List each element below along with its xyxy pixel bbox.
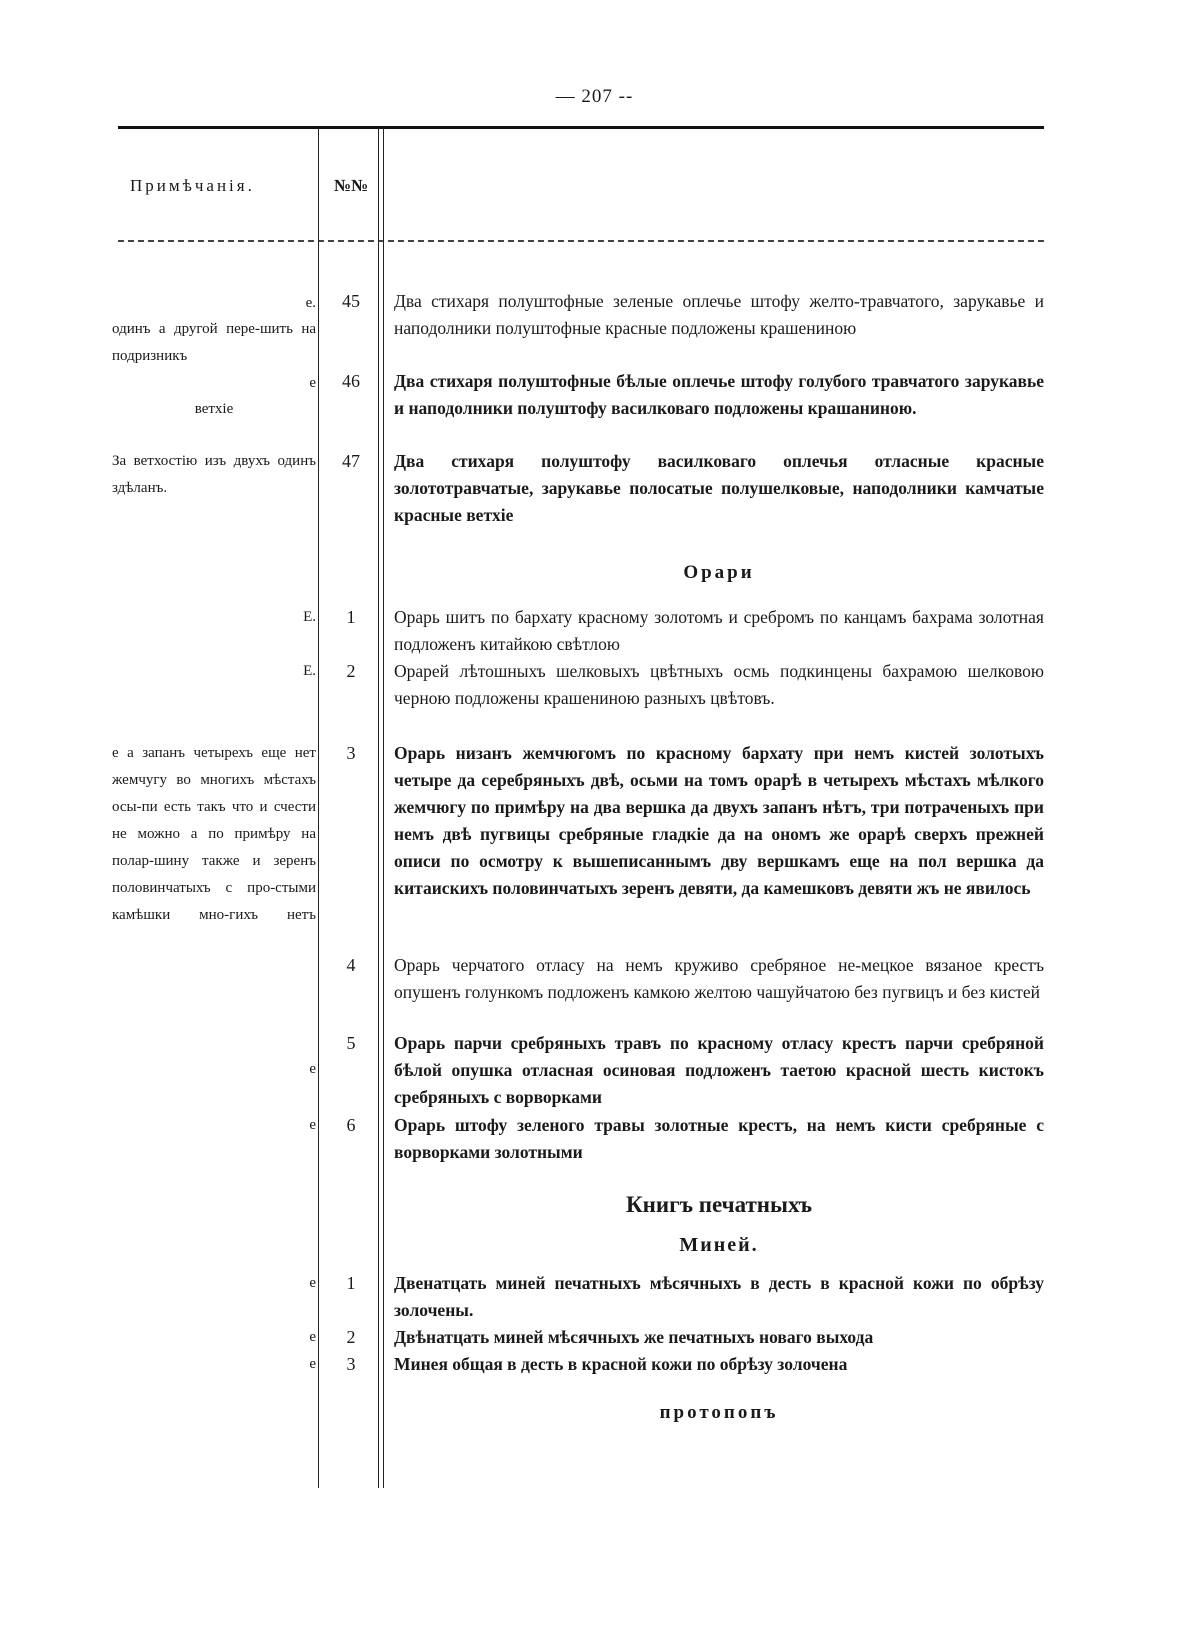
top-rule: [118, 126, 1044, 129]
page-number: — 207 --: [555, 86, 634, 107]
note-46: е: [309, 375, 316, 391]
text-orar-4: Орарь черчатого отласу на немъ круживо сребряное не-мецкое вязаное крестъ опушенъ голункомъ подложенъ камкою желтою чашуйчатою без пугвицъ и без кистей: [394, 955, 1044, 1002]
number-minei-2: 2: [346, 1327, 356, 1347]
number-orar-1: 1: [346, 607, 356, 627]
section-orari-label: Орари: [683, 562, 755, 583]
text-47: Два стихаря полуштофу василковаго оплечья отласные красные золототравчатые, зарукавье полосатые полушелковые, наподолники камчатые красные ветхіе: [394, 451, 1044, 525]
note-minei-1: е: [309, 1275, 316, 1291]
text-45: Два стихаря полуштофные зеленые оплечье штофу желто-травчатого, зарукавье и наподолники полуштофные красные подложены крашениною: [394, 291, 1044, 338]
number-orar-4: 4: [346, 955, 356, 975]
text-minei-3: Минея общая в десть в красной кожи по обрѣзу золочена: [394, 1354, 848, 1374]
column-divider-notes: [318, 128, 319, 1488]
note-45-continued: одинъ а другой пере-шить на подризникъ: [112, 321, 316, 364]
header-number-label: №№: [333, 176, 369, 195]
number-orar-5: 5: [346, 1033, 356, 1053]
note-orar-1: Е.: [303, 609, 316, 625]
number-minei-3: 3: [346, 1354, 356, 1374]
note-orar-3: е а запанъ четырехъ еще нет жемчугу во многихъ мѣстахъ осы-пи есть такъ что и счести не можно а по примѣру на полар-шину также и зеренъ половинчатыхъ с про-стыми камѣшки мно-гихъ нетъ: [112, 745, 316, 923]
note-45: е.: [305, 295, 316, 311]
section-protopop-title: [394, 1402, 1044, 1424]
text-orar-2: Орарей лѣтошныхъ шелковыхъ цвѣтныхъ осмь подкинцены бахрамою шелковою черною подложены крашениною разныхъ цвѣтовъ.: [394, 661, 1044, 708]
text-orar-3: Орарь низанъ жемчюгомъ по красному бархату при немъ кистей золотыхъ четыре да серебряныхъ двѣ, осьми на томъ орарѣ в четырехъ мѣстахъ мѣлкого жемчюгу по примѣру на два вершка да двухъ запанъ нѣтъ, три потраченыхъ при немъ двѣ пугвицы сребряные гладкіе да на ономъ же орарѣ сверхъ прежней описи по осмотру к вышеписаннымъ дву вершкамъ еще на пол вершка да китаискихъ половинчатыхъ зеренъ девяти, да камешковъ девяти жъ не явилось: [394, 743, 1044, 898]
number-46: 46: [342, 371, 360, 391]
text-orar-5: Орарь парчи сребряныхъ травъ по красному отласу крестъ парчи сребряной бѣлой опушка отласная осиновая подложенъ таетою красной шесть кистокъ сребряныхъ с ворворками: [394, 1033, 1044, 1107]
text-orar-6: Орарь штофу зеленого травы золотные крестъ, на немъ кисти сребряные с ворворками золотными: [394, 1115, 1044, 1162]
number-45: 45: [342, 291, 360, 311]
note-orar-2: Е.: [303, 663, 316, 679]
text-46: Два стихаря полуштофные бѣлые оплечье штофу голубого травчатого зарукавье и наподолники полуштофу василковаго подложены крашаниною.: [394, 371, 1044, 418]
section-books-title: [394, 1192, 1044, 1218]
header-notes-label: Примѣчанія.: [130, 176, 255, 195]
section-minei-label: Миней.: [679, 1234, 759, 1256]
header-rule: [118, 240, 1044, 242]
text-orar-1: Орарь шитъ по бархату красному золотомъ и сребромъ по канцамъ бахрама золотная подложенъ китайкою свѣтлою: [394, 607, 1044, 654]
number-orar-2: 2: [346, 661, 356, 681]
column-divider-numbers: [378, 128, 379, 1488]
section-minei-title: [394, 1234, 1044, 1257]
text-minei-2: Двѣнатцать миней мѣсячныхъ же печатныхъ новаго выхода: [394, 1327, 874, 1347]
note-46-continued: ветхіе: [194, 401, 234, 417]
number-minei-1: 1: [346, 1273, 356, 1293]
column-divider-numbers-double: [383, 128, 384, 1488]
note-orar-6: е: [309, 1117, 316, 1133]
note-minei-2: е: [309, 1329, 316, 1345]
note-minei-3: е: [309, 1356, 316, 1372]
number-47: 47: [342, 451, 360, 471]
text-minei-1: Двенатцать миней печатныхъ мѣсячныхъ в десть в красной кожи по обрѣзу золочены.: [394, 1273, 1044, 1320]
section-orari-title: [394, 562, 1044, 584]
section-books-label: Книгъ печатныхъ: [625, 1192, 813, 1217]
section-protopop-label: протопопъ: [659, 1402, 779, 1423]
number-orar-3: 3: [346, 743, 356, 763]
note-47: За ветхостію изъ двухъ одинъ здѣланъ.: [112, 453, 316, 496]
number-orar-6: 6: [346, 1115, 356, 1135]
note-orar-5: е: [309, 1061, 316, 1077]
